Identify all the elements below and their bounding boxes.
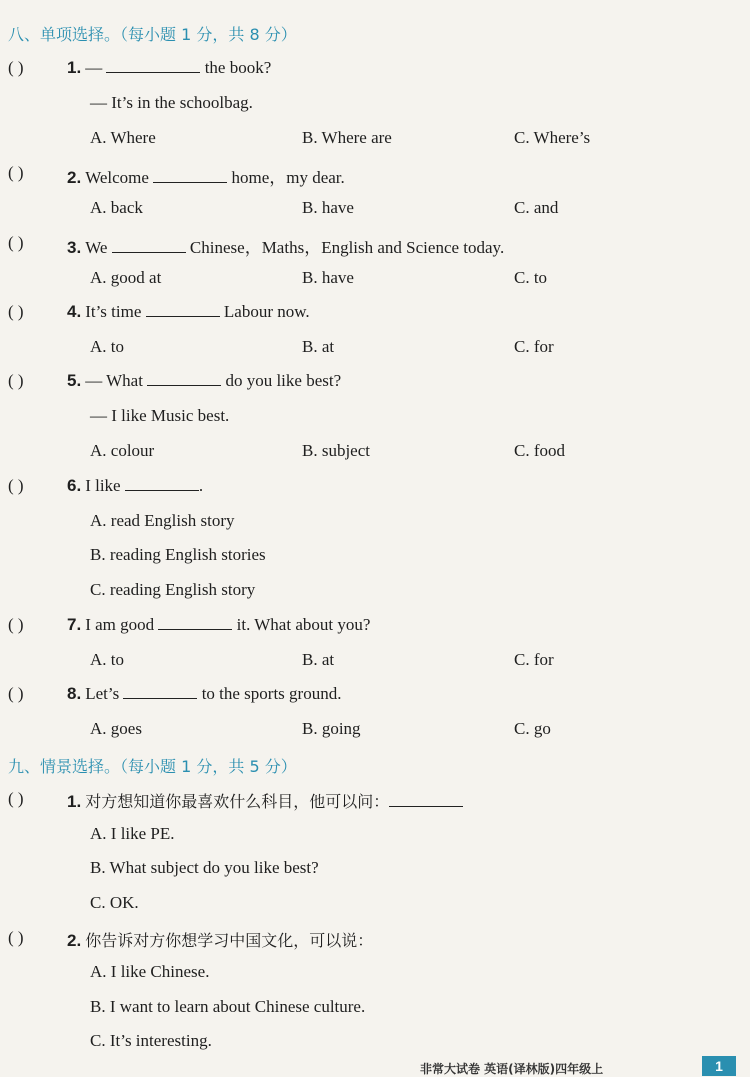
section-9-title: 九、情景选择。（每小题 1 分，共 5 分） [8,757,297,776]
answer-parentheses[interactable]: ( ) [8,233,24,252]
answer-parentheses[interactable]: ( ) [8,58,24,77]
question-text [67,789,463,812]
option-c[interactable]: C. for [514,650,554,669]
answer-parentheses[interactable]: ( ) [8,302,24,321]
question-stem-start: It’s time [85,302,142,321]
question-stem-end: . [198,476,204,495]
question-stem-end: home，my dear. [231,168,345,187]
question-number: 1. [67,58,82,77]
question-number: 8. [67,684,82,703]
option-a[interactable]: A. colour [90,441,155,460]
question-number: 1. [67,792,82,811]
option-c[interactable]: C. It’s interesting. [90,1031,212,1050]
option-c[interactable]: C. Where’s [514,128,591,147]
question-stem-end: Chinese，Maths，English and Science today. [189,238,505,257]
section-8-title: 八、单项选择。（每小题 1 分，共 8 分） [8,25,297,44]
option-b[interactable]: B. going [302,719,361,738]
answer-parentheses[interactable]: ( ) [8,928,24,947]
question-stem-start: We [85,238,108,257]
question-number: 5. [67,371,82,390]
dialogue-response: — It’s in the schoolbag. [90,93,253,112]
question-item [0,684,740,710]
answer-parentheses[interactable]: ( ) [8,371,24,390]
question-stem-end: it. What about you? [236,615,371,634]
question-text [67,233,504,258]
option-a[interactable]: A. good at [90,268,162,287]
option-c[interactable]: C. reading English story [90,580,256,599]
option-a[interactable]: A. goes [90,719,142,738]
fill-in-blank[interactable] [125,476,199,491]
option-b[interactable]: B. at [302,650,335,669]
option-a[interactable]: A. I like PE. [90,824,175,843]
page-number: 1 [702,1056,736,1076]
option-b[interactable]: B. What subject do you like best? [90,858,319,877]
question-item [0,302,740,328]
question-stem-end: the book? [204,58,272,77]
question-stem-start: Welcome [85,168,149,187]
answer-parentheses[interactable]: ( ) [8,789,24,808]
question-item [0,615,740,641]
option-c[interactable]: C. food [514,441,565,460]
option-b[interactable]: B. subject [302,441,370,460]
question-number: 7. [67,615,82,634]
answer-parentheses[interactable]: ( ) [8,684,24,703]
footer-title: 非常大试卷 英语(译林版)四年级上 [420,1062,604,1076]
option-a[interactable]: A. to [90,650,124,669]
option-a[interactable]: A. read English story [90,511,235,530]
fill-in-blank[interactable] [146,302,220,317]
option-c[interactable]: C. and [514,198,559,217]
question-stem-start: — What [85,371,143,390]
question-item [0,233,740,259]
question-prompt: 对方想知道你最喜欢什么科目，他可以问： [85,792,390,811]
option-a[interactable]: A. Where [90,128,156,147]
question-stem-start: I like [85,476,121,495]
option-c[interactable]: C. to [514,268,548,287]
option-a[interactable]: A. to [90,337,124,356]
question-text [67,163,345,188]
question-item [0,371,740,397]
fill-in-blank[interactable] [123,684,197,699]
fill-in-blank[interactable] [389,792,463,807]
fill-in-blank[interactable] [112,238,186,253]
question-item [0,789,740,815]
question-stem-start: Let’s [85,684,120,703]
question-number: 6. [67,476,82,495]
fill-in-blank[interactable] [147,371,221,386]
answer-parentheses[interactable]: ( ) [8,163,24,182]
dialogue-response: — I like Music best. [90,406,230,425]
question-item [0,163,740,189]
question-stem-end: to the sports ground. [201,684,342,703]
option-c[interactable]: C. for [514,337,554,356]
option-b[interactable]: B. at [302,337,335,356]
option-a[interactable]: A. I like Chinese. [90,962,210,981]
question-stem-start: — [85,58,103,77]
question-text [67,928,373,951]
option-c[interactable]: C. go [514,719,551,738]
fill-in-blank[interactable] [158,615,232,630]
question-text [67,371,341,391]
question-number: 4. [67,302,82,321]
option-b[interactable]: B. have [302,198,354,217]
question-item [0,928,740,954]
question-item [0,58,740,84]
question-text [67,684,341,704]
question-text [67,476,203,496]
question-stem-start: I am good [85,615,155,634]
option-b[interactable]: B. reading English stories [90,545,266,564]
question-prompt: 你告诉对方你想学习中国文化，可以说： [85,931,374,950]
question-item [0,476,740,502]
answer-parentheses[interactable]: ( ) [8,615,24,634]
question-number: 2. [67,168,82,187]
question-stem-end: do you like best? [225,371,342,390]
fill-in-blank[interactable] [153,168,227,183]
option-c[interactable]: C. OK. [90,893,139,912]
option-b[interactable]: B. I want to learn about Chinese culture. [90,997,366,1016]
option-b[interactable]: B. Where are [302,128,392,147]
question-stem-end: Labour now. [223,302,310,321]
question-text [67,615,370,635]
option-a[interactable]: A. back [90,198,143,217]
question-text [67,302,310,322]
question-number: 2. [67,931,82,950]
answer-parentheses[interactable]: ( ) [8,476,24,495]
question-text [67,58,271,78]
fill-in-blank[interactable] [106,58,200,73]
question-number: 3. [67,238,82,257]
option-b[interactable]: B. have [302,268,354,287]
